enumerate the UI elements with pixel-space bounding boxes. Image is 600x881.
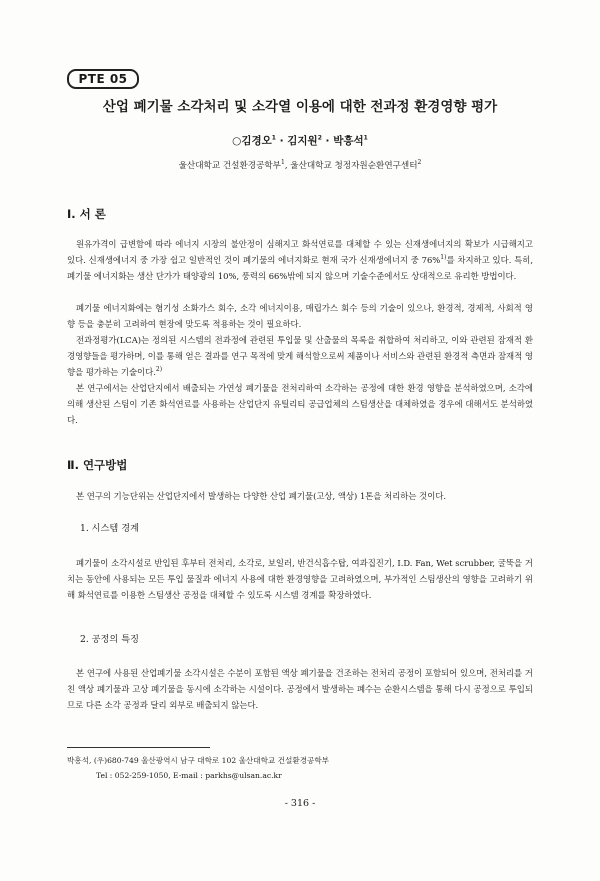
citation-2: 2) <box>155 366 163 374</box>
footnote-divider <box>67 747 210 748</box>
author-list <box>60 134 540 148</box>
page-number: - 316 - <box>284 798 316 809</box>
affiliation-2-mark: 2 <box>417 159 422 167</box>
author-2-affil-mark: 2 <box>317 134 322 142</box>
methods-paragraph-1 <box>67 488 533 504</box>
intro-paragraph-1-text-a: 원유가격이 급변함에 따라 에너지 시장의 불안정이 심해지고 화석연료를 대체할 수 있는 신재생에너지의 확보가 시급해지고 있다. 신재생에너지 중 가장 쉽고 일반적인 것이 폐기물의 에너지화로 현재 국가 신재생에너지 중 76% <box>67 239 533 265</box>
affiliation-separator: , <box>284 161 291 171</box>
intro-paragraph-2 <box>67 300 533 332</box>
subsection-heading-system-boundary: 1. 시스템 경계 <box>80 523 139 534</box>
intro-paragraph-3 <box>67 332 533 380</box>
author-1-affil-mark: 1 <box>271 134 276 142</box>
section-heading-methods: Ⅱ. 연구방법 <box>67 458 128 472</box>
author-separator: · <box>275 135 288 147</box>
affiliation-2: 울산대학교 청정자원순환연구센터 <box>290 161 418 171</box>
intro-paragraph-2-text: 폐기물 에너지화에는 혐기성 소화가스 회수, 소각 에너지이용, 매립가스 회수 등의 기술이 있으나, 환경적, 경제적, 사회적 영향 등을 충분히 고려하여 현장에 맞도록 적용하는 것이 필요하다. <box>67 303 533 329</box>
affiliation-1-mark: 1 <box>280 159 285 167</box>
process-features-paragraph <box>67 665 533 713</box>
system-boundary-paragraph <box>67 555 533 603</box>
intro-paragraph-1 <box>67 236 533 284</box>
footnote-address: 박흥석, (우)680-749 울산광역시 남구 대학로 102 울산대학교 건설환경공학부 <box>67 756 330 765</box>
section-heading-introduction: Ⅰ. 서 론 <box>67 207 106 221</box>
author-3: 박흥석 <box>333 135 364 147</box>
affiliation-1: 울산대학교 건설환경공학부 <box>178 161 281 171</box>
footnote-contact: Tel : 052-259-1050, E-mail : parkhs@ulsan.ac.kr <box>96 771 282 780</box>
paper-title: 산업 폐기물 소각처리 및 소각열 이용에 대한 전과정 환경영향 평가 <box>102 99 498 115</box>
citation-1: 1) <box>440 254 447 262</box>
process-features-text: 본 연구에 사용된 산업폐기물 소각시설은 수분이 포함된 액상 폐기물을 건조하는 전처리 공정이 포함되어 있으며, 전처리를 거친 액상 폐기물과 고상 폐기물을 동시에 소각하는 시설이다. 공정에서 발생하는 폐수는 순환시스템을 통해 다시 공정으로 투입되므로 다른 소각 공정과 달리 외부로 배출되지 않는다. <box>67 668 533 710</box>
intro-paragraph-4-text: 본 연구에서는 산업단지에서 배출되는 가연성 폐기물을 전처리하여 소각하는 공정에 대한 환경 영향을 분석하였으며, 소각에 의해 생산된 스팀이 기존 화석연료를 사용하는 산업단지 유틸리티 공급업체의 스팀생산을 대체하였을 경우에 대해서도 분석하였다. <box>67 383 533 425</box>
author-1: ○김경오 <box>232 135 272 147</box>
session-code-badge: PTE 05 <box>67 69 139 89</box>
subsection-heading-process-features: 2. 공정의 특징 <box>80 634 139 645</box>
author-2: 김지원 <box>287 135 318 147</box>
corresponding-author-footnote <box>67 753 329 783</box>
intro-paragraph-4 <box>67 380 533 428</box>
methods-paragraph-1-text: 본 연구의 기능단위는 산업단지에서 발생하는 다양한 산업 폐기물(고상, 액상) 1톤을 처리하는 것이다. <box>76 491 447 501</box>
affiliation-line <box>60 160 540 172</box>
author-separator: · <box>321 135 334 147</box>
author-3-affil-mark: 1 <box>363 134 368 142</box>
intro-paragraph-3-text: 전과정평가(LCA)는 정의된 시스템의 전과정에 관련된 투입물 및 산출물의 목록을 취합하여 처리하고, 이와 관련된 잠재적 환경영향들을 평가하며, 이를 통해 얻은 결과를 연구 목적에 맞게 해석함으로써 제품이나 서비스와 관련된 환경적 측면과 잠재적 영향을 평가하는 기술이다. <box>67 335 533 377</box>
intro-paragraph-1-text-b: 를 차지하고 있다. 특히, 폐기물 에너지화는 생산 단가가 태양광의 10%, 풍력의 66%밖에 되지 않으며 기술수준에서도 상대적으로 유리한 방법이다. <box>67 255 534 281</box>
system-boundary-text: 폐기물이 소각시설로 반입된 후부터 전처리, 소각로, 보일러, 반건식흡수탑, 여과집진기, I.D. Fan, Wet scrubber, 굴뚝을 거치는 동안에 사용되는 모든 투입 물질과 에너지 사용에 대한 환경영향을 고려하였으며, 부가적인 스팀생산의 영향을 고려하기 위해 화석연료를 이용한 스팀생산 공정을 대체할 수 있도록 시스템 경계를 확장하였다. <box>67 558 533 600</box>
